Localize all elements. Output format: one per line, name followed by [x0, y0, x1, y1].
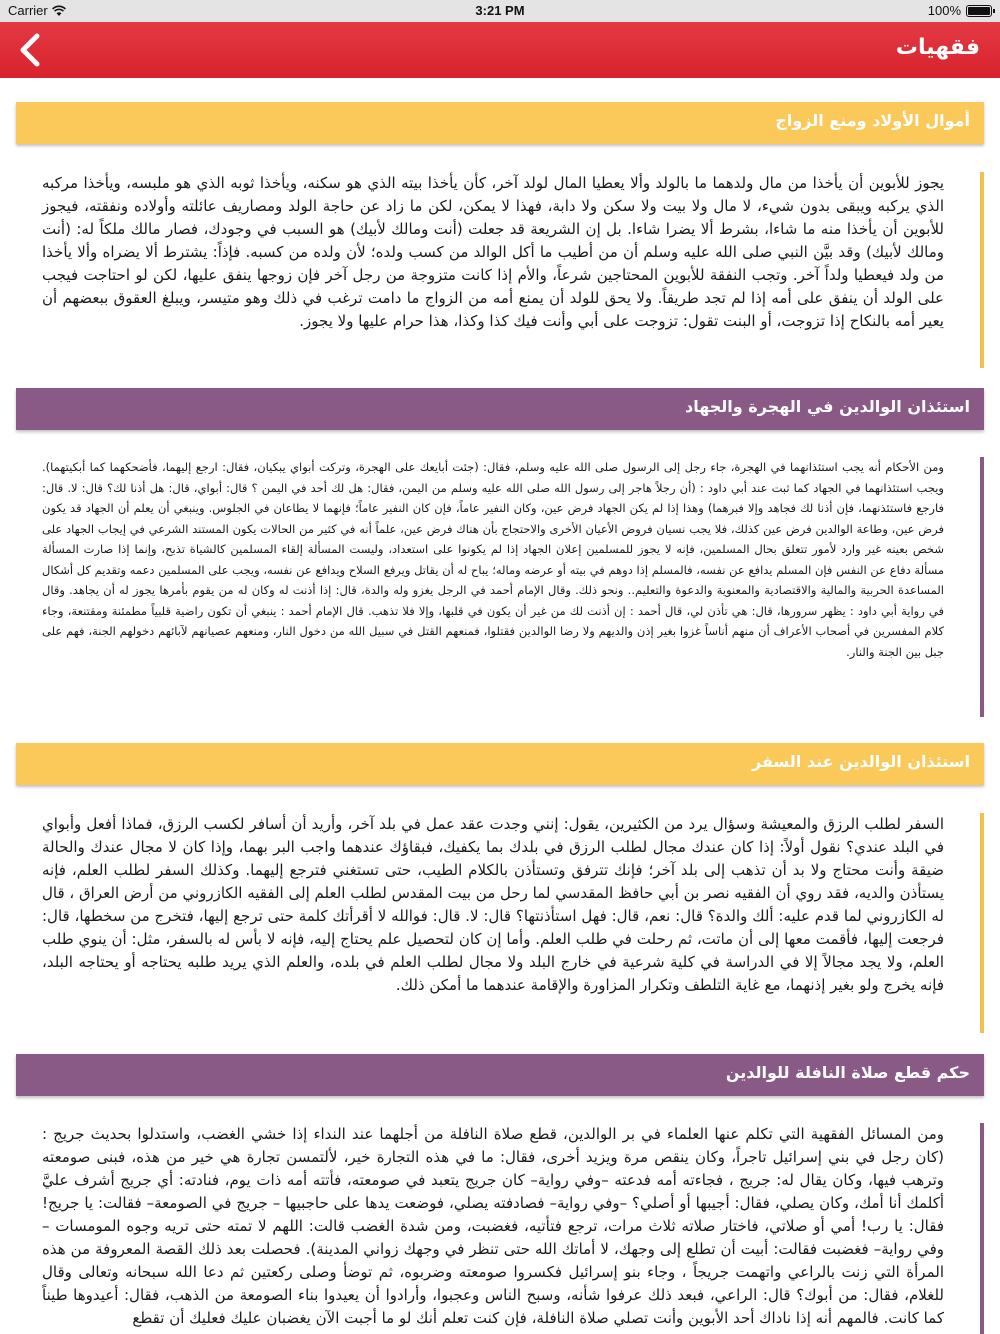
section-header-hijra-jihad — [16, 388, 984, 430]
content-scroll-area[interactable] — [0, 78, 1000, 1334]
section-title: استئذان الوالدين في الهجرة والجهاد — [684, 397, 970, 416]
section-title: حكم قطع صلاة النافلة للوالدين — [725, 1063, 970, 1082]
section-text: السفر لطلب الرزق والمعيشة وسؤال يرد من الكثيرين، يقول: إنني وجدت عقد عمل في بلد آخر، وأريد أن أسافر لكسب الرزق، فماذا أفعل وأبواي في البلد عندي؟ نقول أولاً: إذا كان عندك مجال لطلب الرزق في بلدك بما يكفيك، فبقاؤك عندهما واجب البر بهما، وإذا كان لا مجال عندك والحالة ضيقة وأنت محتاج ولا بد أن تذهب إلى بلد آخر؛ فإنك تترفق وتستأذن بالكلام الطيب، حتى تستغني فترجع إليهما. وكذلك السفر لطلب العلم، فإنه يستأذن والديه، فقد روي أن الفقيه نصر بن أبي حافظ المقدسي لما رحل من بيت المقدس لطلب العلم إلى الفقيه الكازروني من أرض العراق ، قال له الكازروني لما قدم عليه: ألك والدة؟ قال: نعم، قال: فهل استأذنتها؟ قال: لا. قال: فوالله لا أقرأتك كلمة حتى ترجع إليها، فتخرج من سخطها، قال: فرجعت إليها، فأقمت معها إلى أن ماتت، ثم رحلت في طلب العلم. وأما إن كان لتحصيل علم يحتاج إليه، فإنه لا بأس له بالسفر، مثل: أن ينوي طلب العلم، ولا يجد مجالاً إلا في الدراسة في كلية شرعية في خارج البلد ولا مجال لطلب العلم في بلده، والعلم الذي يريد طلبه يحتاجه أو يحتاجه البلد، فإنه يخرج ولو بغير إذنهما، مع غاية التلطف وتكرار المزاورة والإقامة عندهما ما أمكن ذلك. — [42, 815, 944, 994]
nav-bar — [0, 22, 1000, 78]
section-header-children-wealth — [16, 102, 984, 144]
battery-percent: 100% — [927, 3, 961, 18]
section-body-prayer-interruption — [16, 1123, 984, 1334]
page-title: فقهيات — [895, 35, 980, 60]
section-body-hijra-jihad — [16, 457, 984, 717]
section-body-travel — [16, 813, 984, 1033]
battery-icon — [966, 5, 992, 17]
section-title: أموال الأولاد ومنع الزواج — [775, 111, 970, 130]
section-header-prayer-interruption — [16, 1054, 984, 1096]
back-button[interactable] — [0, 22, 60, 78]
section-text: ومن الأحكام أنه يجب استئذانهما في الهجرة، جاء رجل إلى الرسول صلى الله عليه وسلم، فقال: (جئت أبايعك على الهجرة، وتركت أبواي يبكيان، فقال: ارجع إليهما، فأضحكهما كما أبكيتهما). ويجب استئذانهما في الجهاد كما ثبت عند أبي داود : (أن رجلاً هاجر إلى رسول الله صلى الله عليه وسلم من اليمن، فقال: هل لك أحد في اليمن ؟ قال: أبواي، قال: هل أذنا لك؟ قال: لا. قال: فارجع فاستئذنهما، فإن أذنا لك فجاهد وإلا فبرهما) وهذا إذا لم يكن الجهاد فرض عين، وكان النفير عاماً، فإن كان النفير عاماً؛ فإنهما لا يطاعان في الجلوس. وينبغي أن يعلم أن الجهاد قد يكون فرض عين، وطاعة الوالدين فرض عين كذلك، فلا يجب نسيان فروض الأعيان الأخرى والاحتجاج بأن هناك فرض عين، علماً أنه في كثير من الحالات يكون المستند الشرعي في إيجاب الجهاد على شخص بعينه غير وارد لأمور تتعلق بحال المسلمين، فإنه لا يجوز للمسلمين إعلان الجهاد إذا لم يكونوا على استعداد، وليست المسألة إلقاء المسلمين كالشياة تذبح، وإنما إذا صارت المسألة مسألة دفاع عن النفس فإن المسلم يدافع عن نفسه، فالمسلم إذا دوهم في بيته أو عرضه وماله؛ يباح له أن يقاتل ويرفع السلاح ويدافع عن نفسه، ويجب على المسلمين دعمه وتقديم كل أشكال المساعدة الحربية والمالية والاقتصادية والمعنوية والدعوة والتعليم.. ونحو ذلك. وقال الإمام أحمد في الرجل يغزو وله والدة، قال: إذا أذنت له وكان له من يقوم بأمرها يجوز له أن يجاهد. وقال في رواية أبي داود : يظهر سرورها، قال: هي تأذن لي، قال أحمد : إن أذنت لك من غير أن يكون في قلبها، وإلا فلا تذهب. قال الإمام أحمد : ينبغي أن تكون راضية قلبياً مطمئنة ومقتنعة، وجاء كلام المفسرين في أصحاب الأعراف أن منهم أناساً غزوا بغير إذن والديهم ولا رضا الوالدين فقتلوا، فمنعهم القتل في سبيل الله من دخول النار، ومنعهم عصيانهم لآبائهم دخولهم الجنة، فهم على جبل بين الجنة والنار. — [42, 460, 944, 659]
status-battery — [928, 3, 992, 18]
chevron-left-icon — [15, 33, 45, 67]
status-time: 3:21 PM — [475, 3, 525, 18]
section-text: ومن المسائل الفقهية التي تكلم عنها العلماء في بر الوالدين، قطع صلاة النافلة من أجلهما عند النداء إذا خشي الغضب، واستدلوا بحديث جريج : (كان رجل في بني إسرائيل تاجراً، وكان ينقص مرة ويزيد أخرى، فقال: ما في هذه التجارة خير، لألتمسن تجارة هي خير من هذه، فبنى صومعته وترهب فيها، وكان يقال له: جريج ، فجاءته أمه فدعته –وفي رواية– كان جريج يتعبد في صومعته، فأتته أمه ذات يوم، فنادته: أي جريج أشرف عليَّ أكلمك أنا أمك، وكان يصلي، فقال: أجيبها أو أصلي؟ –وفي رواية– فصادفته يصلي، فوضعت يدها على حاجبيها – جريج في الصومعة– فقالت: يا جريج! فقال: يا رب! أمي أو صلاتي، فاختار صلاته ثلاث مرات، ترجع فتأتيه، فغضبت، ومن شدة الغضب قالت: اللهم لا تمته حتى تريه وجوه المومسات –وفي رواية– فغضبت فقالت: أبيت أن تطلع إلى وجهك، لا أماتك الله حتى تنظر في وجهك زواني المدينة). فحصلت بعد ذلك القصة المعروفة من هذه المرأة التي زنت بالراعي واتهمت جريجاً ، وجاء بنو إسرائيل فكسروا صومعته وضربوه، ثم توضأ وصلى ركعتين ثم دعا الله سبحانه وتعالى وقال للغلام، فقال: من أبوك؟ قال: الراعي، فبعد ذلك عرفوا شأنه، وسبح الناس وعجبوا، وأرادوا أن يعيدوا بناء الصومعة من الذهب، فقال: أعيدوها طيناً كما كانت. فالمهم أنه إذا ناداك أحد الأبوين وأنت تصلي صلاة النافلة، فإن كنت تعلم أنك لو ما أجبت الآن يغضبان عليك فعليك أن تقطع — [42, 1125, 944, 1327]
carrier-label: Carrier — [8, 3, 48, 18]
section-body-children-wealth — [16, 172, 984, 368]
section-title: استئذان الوالدين عند السفر — [752, 752, 970, 771]
section-header-travel — [16, 743, 984, 785]
status-bar — [0, 0, 1000, 22]
section-text: يجوز للأبوين أن يأخذا من مال ولدهما ما بالولد وألا يعطيا المال لولد آخر، كأن يأخذا بيته الذي هو سكنه، ويأخذا ثوبه الذي هو ملبسه، ويأخذا مركبه الذي يركبه ويبقى بدون شيء، لا مال ولا بيت ولا سكن ولا دابة، فهذا لا يمكن، لكن ما زاد عن حاجة الولد ومصاريف عائلته وأولاده ونفقته، فيجوز للأبوين أن يأخذا منه ما شاءا، بشرط ألا يضرا شاءا. بل إن الشريعة قد جعلت (أنت ومالك لأبيك) هو السبب في وجودك، فصار مالك ملكاً له: (أنت ومالك لأبيك) وقد بيَّن النبي صلى الله عليه وسلم أن من أطيب ما أكل الوالد من كسب ولده؛ لأن ولده من كسبه. فإذاً: يشترط ألا يضراه وألا يأخذا من ولد فيعطيا ولداً آخر. وتجب النفقة للأبوين المحتاجين شرعاً، والأم إذا كانت متزوجة من رجل آخر فإن زوجها ينفق عليها، لكن لو احتاجت فيجب على الولد أن ينفق على أمه إذا لم تجد طريقاً. ولا يحق للولد أن يمنع أمه من الزواج ما دامت ترغب في ذلك وهو متيسر، ويبلغ العقوق ببعضهم أن يعير أمه بالنكاح إذا تزوجت، أو البنت تقول: تزوجت على أبي وأنت فيك كذا وكذا، هذا حرام عليها ولا يجوز. — [42, 174, 944, 330]
